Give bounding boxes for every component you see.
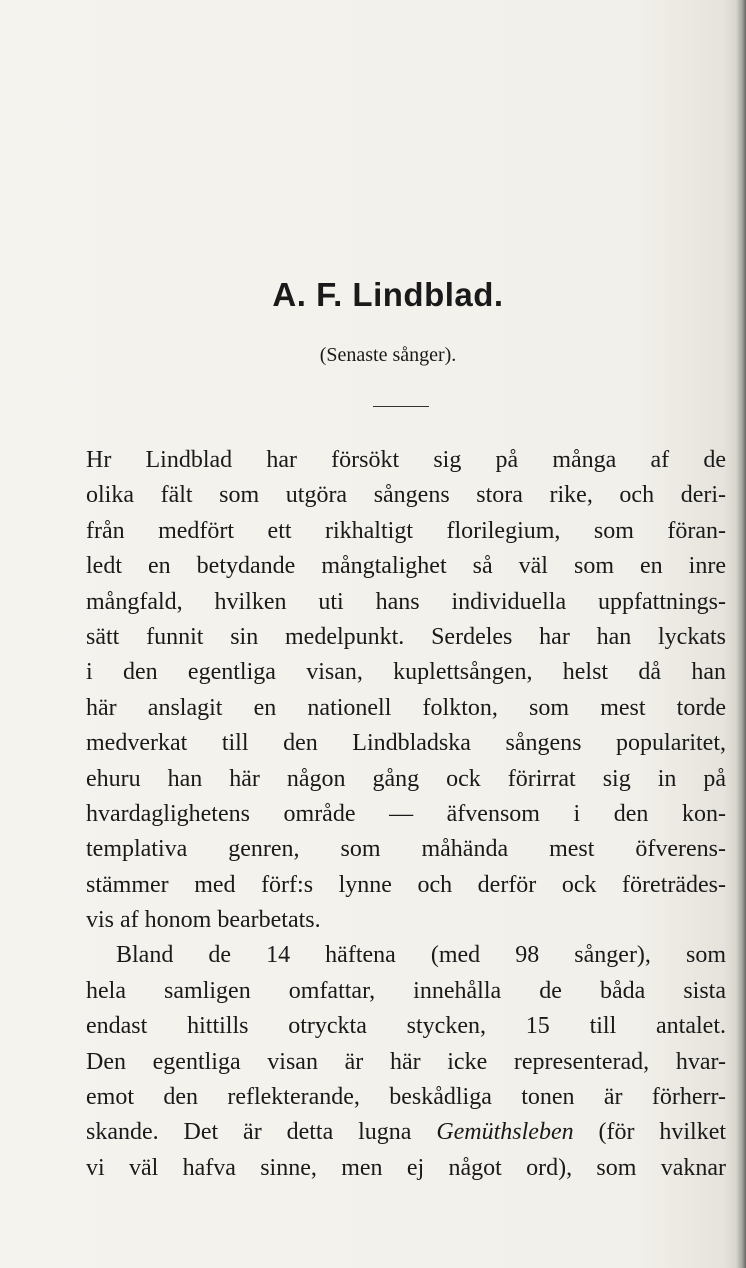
separator-rule (373, 406, 429, 407)
text-line: ledt en betydande mångtalighet så väl som en inre (86, 553, 726, 580)
page-edge-shadow (736, 0, 746, 1268)
text-line: emot den reflekterande, beskådliga tonen är förherr- (86, 1084, 726, 1111)
text-line: endast hittills otryckta stycken, 15 till antalet. (86, 1013, 726, 1040)
text-line: hela samligen omfattar, innehålla de båda sista (86, 977, 726, 1004)
text-line: vis af honom bearbetats. (86, 907, 321, 934)
text-segment: skande. Det är detta lugna (86, 1119, 412, 1146)
text-line: ehuru han här någon gång ock förirrat sig in på (86, 765, 726, 792)
text-line: mångfald, hvilken uti hans individuella uppfattnings- (86, 588, 726, 615)
body-text (86, 443, 726, 1186)
paragraph-2 (86, 938, 726, 1186)
text-line: Bland de 14 häftena (med 98 sånger), som (116, 942, 726, 969)
text-line: här anslagit en nationell folkton, som mest torde (86, 694, 726, 721)
text-line: från medfört ett rikhaltigt florilegium, som föran- (86, 517, 726, 544)
text-line: templativa genren, som måhända mest öfverens- (86, 836, 726, 863)
page-title: A. F. Lindblad. (272, 276, 504, 313)
text-line-mixed (86, 1115, 726, 1150)
text-segment: (för hvilket (598, 1119, 726, 1146)
text-line: i den egentliga visan, kuplettsången, helst då han (86, 659, 726, 686)
text-line: hvardaglighetens område — äfvensom i den kon- (86, 800, 726, 827)
page-subtitle: (Senaste sånger). (319, 344, 457, 366)
paragraph-1 (86, 443, 726, 938)
text-line: Den egentliga visan är här icke representerad, hvar- (86, 1048, 726, 1075)
italic-term: Gemüthsleben (436, 1119, 574, 1146)
text-line: Hr Lindblad har försökt sig på många af de (86, 447, 726, 473)
text-line: sätt funnit sin medelpunkt. Serdeles har han lyckats (86, 623, 726, 650)
text-line: olika fält som utgöra sångens stora rike, och deri- (86, 482, 726, 509)
text-line: stämmer med förf:s lynne och derför ock företrädes- (86, 871, 726, 898)
text-line: vi väl hafva sinne, men ej något ord), som vaknar (86, 1154, 726, 1181)
text-line: medverkat till den Lindbladska sångens popularitet, (86, 730, 726, 757)
